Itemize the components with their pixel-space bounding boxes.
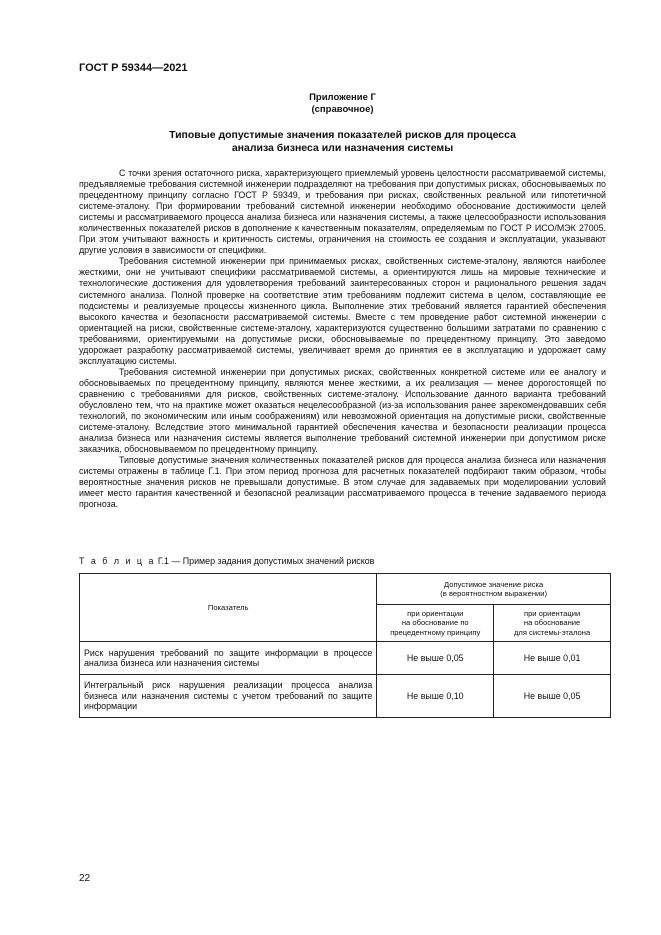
paragraph: С точки зрения остаточного риска, характеризующего приемлемый уровень целостности рассматриваемой системы, предъявляемые требования системной инженерии подразделяют на требования при допустимых рисках, обосновываемых по прецедентному принципу согласно ГОСТ Р 59349, и требования при рисках, свойственных реальной или гипотетичной системе-эталону. При формировании требований системной инженерии необходимо обоснование достижимости целей системы и рассматриваемого процесса анализа бизнеса или назначения системы, а также целесообразности использования количественных показателей рисков в дополнение к качественным показателям, определяемым по ГОСТ Р ИСО/МЭК 27005. При этом учитывают важность и критичность системы, ограничения на стоимость ее создания и эксплуатации, указывают другие условия в зависимости от специфики. xyxy=(79,168,606,256)
section-title-line-2: анализа бизнеса или назначения системы xyxy=(231,142,454,154)
paragraph: Требования системной инженерии при принимаемых рисках, свойственных системе-эталону, являются наиболее жесткими, они не учитывают специфики рассматриваемой системы, а ориентируются лишь на мировые технические и технологические достижения для удовлетворения требований заинтересованных сторон и рационального решения задач системного анализа. Полной проверке на соответствие этим требованиям подлежит система в целом, составляющие ее подсистемы и реализуемые процессы жизненного цикла. Выполнение этих требований является гарантией обеспечения высокого качества и безопасности рассматриваемой системы. Вместе с тем проведение работ системной инженерии с ориентацией на риски, свойственные системе-эталону, характеризуются существенно большими затратами по сравнению с требованиями, ориентируемыми на допустимые риски, обосновываемые по прецедентному принципу. Это заведомо удорожает разработку рассматриваемой системы, увеличивает время до принятия ее в эксплуатацию и удорожает саму эксплуатацию системы. xyxy=(79,256,606,366)
table-caption xyxy=(79,556,374,566)
annex-title: Приложение Г xyxy=(309,92,376,103)
section-title xyxy=(79,129,606,155)
row-precedent-value: Не выше 0,10 xyxy=(377,675,494,718)
body-text xyxy=(79,168,606,510)
page-number: 22 xyxy=(79,873,91,884)
standard-header: ГОСТ Р 59344—2021 xyxy=(79,62,188,74)
annex-heading xyxy=(79,92,606,116)
paragraph: Требования системной инженерии при допустимых рисках, свойственных конкретной системе или ее аналогу и обосновываемых по прецедентному принципу, являются менее жесткими, а их реализация — менее дорогостоящей по сравнению с требованиями для рисков, свойственных системе-эталону. Использование данного варианта требований обусловлено тем, что на практике может оказаться нецелесообразной (из-за использования ранее зарекомендовавших себя технологий, по экономическим или иным соображениям) или невозможной ориентация на допустимые риски, свойственные системе-эталону. Вследствие этого минимальной гарантией обеспечения качества и безопасности реализации процесса анализа бизнеса или назначения системы является выполнение требований системной инженерии при допустимом риске заказчика, обосновываемом по прецедентному принципу. xyxy=(79,366,606,455)
row-precedent-value: Не выше 0,05 xyxy=(377,642,494,675)
row-indicator: Риск нарушения требований по защите информации в процессе анализа бизнеса или назначения системы xyxy=(80,642,377,675)
table-row xyxy=(80,675,611,718)
row-reference-value: Не выше 0,01 xyxy=(494,642,611,675)
section-title-line-1: Типовые допустимые значения показателей рисков для процесса xyxy=(169,129,516,141)
risk-table xyxy=(79,573,611,718)
header-allowed-risk: Допустимое значение риска (в вероятностном выражении) xyxy=(377,574,611,605)
header-precedent: при ориентации на обоснование по прецедентному принципу xyxy=(377,605,494,642)
row-reference-value: Не выше 0,05 xyxy=(494,675,611,718)
header-reference: при ориентации на обоснование для системы-эталона xyxy=(494,605,611,642)
table-row xyxy=(80,642,611,675)
row-indicator: Интегральный риск нарушения реализации процесса анализа бизнеса или назначения системы с учетом требований по защите информации xyxy=(80,675,377,718)
header-indicator: Показатель xyxy=(80,574,377,642)
table-header-row xyxy=(80,574,611,605)
annex-type: (справочное) xyxy=(311,104,374,115)
table-caption-prefix: Т а б л и ц а xyxy=(79,556,156,566)
table-caption-text: Г.1 — Пример задания допустимых значений рисков xyxy=(157,556,375,566)
paragraph: Типовые допустимые значения количественных показателей рисков для процесса анализа бизнеса или назначения системы отражены в таблице Г.1. При этом период прогноза для расчетных показателей подбирают таким образом, чтобы вероятностные значения рисков не превышали допустимые. В этом случае для задаваемых при моделировании условий имеет место гарантия качественной и безопасной реализации рассматриваемого процесса в течение задаваемого периода прогноза. xyxy=(79,455,606,510)
